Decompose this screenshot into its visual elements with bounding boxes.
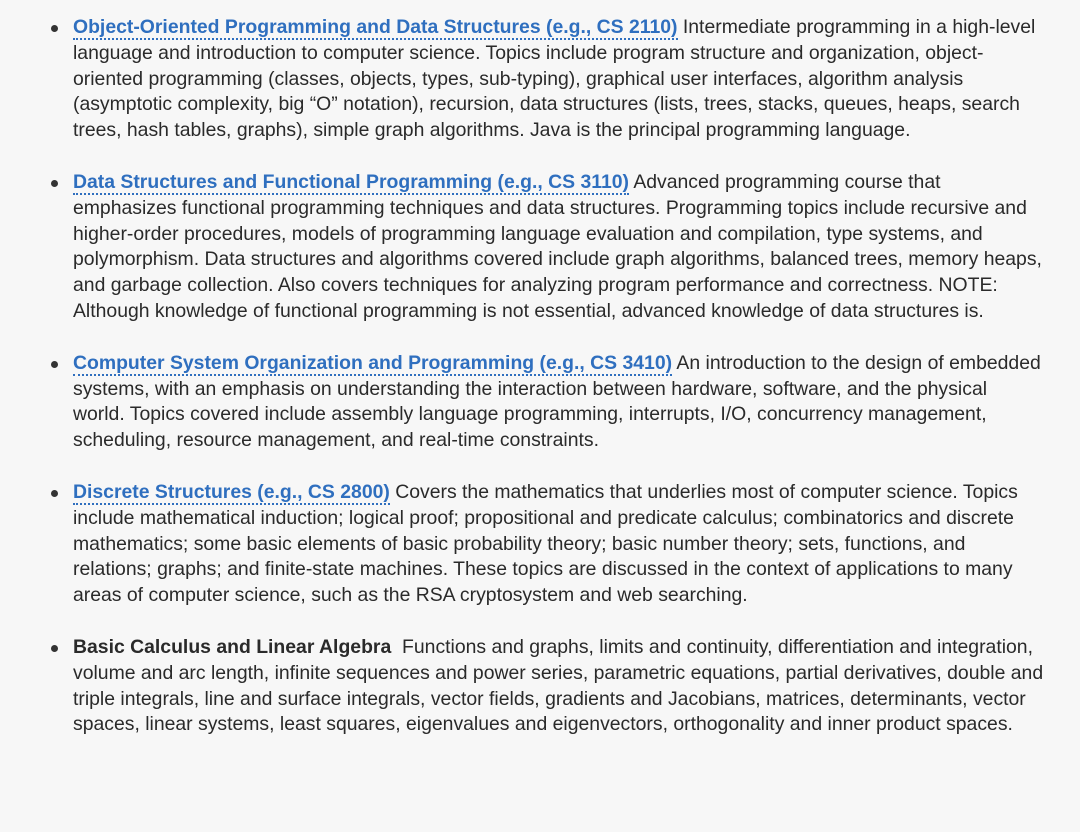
course-description: Functions and graphs, limits and continuity, differentiation and integration, volume and arc length, infinite sequences and power series, parametric equations, partial derivatives, double and triple integrals, line and surface integrals, vector fields, gradients and Jacobians, matrices, determinants, vector spaces, linear systems, least squares, eigenvalues and eigenvectors, orthogonality and inner product spaces. <box>73 635 1044 736</box>
list-item-oop-data-structures <box>73 15 1044 144</box>
bullet-icon <box>51 180 58 187</box>
course-link-cs2110[interactable]: Object-Oriented Programming and Data Structures (e.g., CS 2110) <box>73 16 678 38</box>
list-item-system-organization <box>73 351 1044 454</box>
course-link-cs2800[interactable]: Discrete Structures (e.g., CS 2800) <box>73 480 390 503</box>
bullet-icon <box>51 361 58 368</box>
course-description: Intermediate programming in a high-level language and introduction to computer science. Topics include program structure and organization, object-oriented programming (classes, objects, types, sub-typing), graphical user interfaces, algorithm analysis (asymptotic complexity, big “O” notation), recursion, data structures (lists, trees, stacks, queues, heaps, search trees, hash tables, graphs), simple graph algorithms. Java is the principal programming language. <box>73 16 1036 142</box>
course-title-calculus: Basic Calculus and Linear Algebra <box>73 635 392 658</box>
bullet-icon <box>51 490 58 497</box>
course-description: Advanced programming course that emphasizes functional programming techniques and data structures. Programming topics include recursive and higher-order procedures, models of programming language evaluation and compilation, type systems, and polymorphism. Data structures and algorithms covered include graph algorithms, balanced trees, memory heaps, and garbage collection. Also covers techniques for analyzing program performance and correctness. NOTE: Although knowledge of functional programming is not essential, advanced knowledge of data structures is. <box>73 170 1042 322</box>
list-item-calculus-linear-algebra <box>73 635 1044 738</box>
list-item-functional-programming <box>73 170 1044 325</box>
course-description: Covers the mathematics that underlies most of computer science. Topics include mathematical induction; logical proof; propositional and predicate calculus; combinatorics and discrete mathematics; some basic elements of basic probability theory; basic number theory; sets, functions, and relations; graphs; and finite-state machines. These topics are discussed in the context of applications to many areas of computer science, such as the RSA cryptosystem and web searching. <box>73 480 1018 607</box>
bullet-icon <box>51 645 58 652</box>
bullet-icon <box>51 25 58 32</box>
course-link-cs3110[interactable]: Data Structures and Functional Programming (e.g., CS 3110) <box>73 170 629 193</box>
course-description: An introduction to the design of embedded systems, with an emphasis on understanding the interaction between hardware, software, and the physical world. Topics covered include assembly language programming, interrupts, I/O, concurrency management, scheduling, resource management, and real-time constraints. <box>73 351 1041 452</box>
course-link-cs3410[interactable]: Computer System Organization and Programming (e.g., CS 3410) <box>73 351 673 374</box>
list-item-discrete-structures <box>73 480 1044 609</box>
